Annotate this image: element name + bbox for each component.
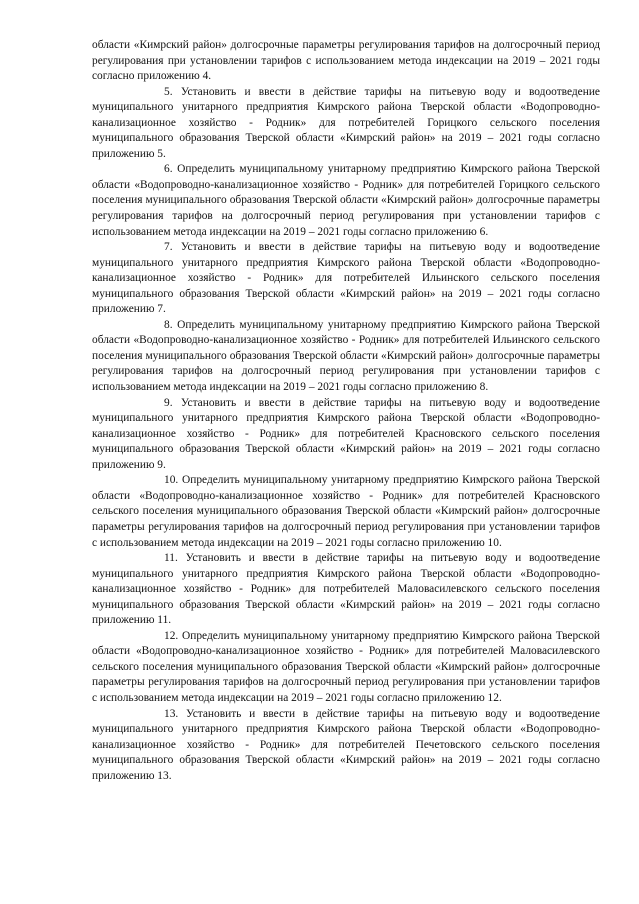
paragraph-number: 6. <box>164 163 173 176</box>
paragraph-text: Установить и ввести в действие тарифы на питьевую воду и водоотведение муниципального унитарного предприятия Кимрского района Тверской области «Водопроводно-канализационное хозяйство - Родник» для потребителей Маловасилевского сельского поселения муниципального образования Тверской области «Кимрский район» на 2019 – 2021 годы согласно приложению 11. <box>92 552 600 627</box>
paragraph-11 <box>92 551 600 629</box>
paragraph-5 <box>92 85 600 163</box>
paragraph-number: 8. <box>164 318 173 331</box>
paragraph-text: Определить муниципальному унитарному предприятию Кимрского района Тверской области «Водопроводно-канализационное хозяйство - Родник» для потребителей Маловасилевского сельского поселения муниципального образования Тверской области «Кимрский район» долгосрочные параметры регулирования тарифов на долгосрочный период регулирования при установлении тарифов с использованием метода индексации на 2019 – 2021 годы согласно приложению 12. <box>92 629 600 704</box>
paragraph-number: 9. <box>164 396 173 409</box>
paragraph-number: 7. <box>164 241 173 254</box>
paragraph-number: 13. <box>164 707 179 720</box>
paragraph-number: 12. <box>164 629 179 642</box>
paragraph-continuation <box>92 38 600 85</box>
paragraph-text: Определить муниципальному унитарному предприятию Кимрского района Тверской области «Водопроводно-канализационное хозяйство - Родник» для потребителей Красновского сельского поселения муниципального образования Тверской области «Кимрский район» долгосрочные параметры регулирования тарифов на долгосрочный период регулирования при установлении тарифов с использованием метода индексации на 2019 – 2021 годы согласно приложению 10. <box>92 474 600 549</box>
paragraph-text: Установить и ввести в действие тарифы на питьевую воду и водоотведение муниципального унитарного предприятия Кимрского района Тверской области «Водопроводно-канализационное хозяйство - Родник» для потребителей Ильинского сельского поселения муниципального образования Тверской области «Кимрский район» на 2019 – 2021 годы согласно приложению 7. <box>92 241 600 316</box>
paragraph-10 <box>92 473 600 551</box>
paragraph-text: Определить муниципальному унитарному предприятию Кимрского района Тверской области «Водопроводно-канализационное хозяйство - Родник» для потребителей Горицкого сельского поселения муниципального образования Тверской области «Кимрский район» долгосрочные параметры регулирования тарифов на долгосрочный период регулирования при установлении тарифов с использованием метода индексации на 2019 – 2021 годы согласно приложению 6. <box>92 163 600 238</box>
paragraph-text: области «Кимрский район» долгосрочные параметры регулирования тарифов на долгосрочный период регулирования при установлении тарифов с использованием метода индексации на 2019 – 2021 годы согласно приложению 4. <box>92 39 600 83</box>
paragraph-number: 5. <box>164 85 173 98</box>
paragraph-number: 10. <box>164 474 179 487</box>
paragraph-6 <box>92 162 600 240</box>
paragraph-7 <box>92 240 600 318</box>
paragraph-13 <box>92 707 600 785</box>
paragraph-9 <box>92 396 600 474</box>
paragraph-text: Определить муниципальному унитарному предприятию Кимрского района Тверской области «Водопроводно-канализационное хозяйство - Родник» для потребителей Ильинского сельского поселения муниципального образования Тверской области «Кимрский район» долгосрочные параметры регулирования тарифов на долгосрочный период регулирования при установлении тарифов с использованием метода индексации на 2019 – 2021 годы согласно приложению 8. <box>92 318 600 394</box>
paragraph-text: Установить и ввести в действие тарифы на питьевую воду и водоотведение муниципального унитарного предприятия Кимрского района Тверской области «Водопроводно-канализационное хозяйство - Родник» для потребителей Горицкого сельского поселения муниципального образования Тверской области «Кимрский район» на 2019 – 2021 годы согласно приложению 5. <box>92 85 600 160</box>
paragraph-text: Установить и ввести в действие тарифы на питьевую воду и водоотведение муниципального унитарного предприятия Кимрского района Тверской области «Водопроводно-канализационное хозяйство - Родник» для потребителей Печетовского сельского поселения муниципального образования Тверской области «Кимрский район» на 2019 – 2021 годы согласно приложению 13. <box>92 707 600 782</box>
paragraph-8 <box>92 318 600 396</box>
paragraph-number: 11. <box>164 552 178 565</box>
paragraph-12 <box>92 629 600 707</box>
paragraph-text: Установить и ввести в действие тарифы на питьевую воду и водоотведение муниципального унитарного предприятия Кимрского района Тверской области «Водопроводно-канализационное хозяйство - Родник» для потребителей Красновского сельского поселения муниципального образования Тверской области «Кимрский район» на 2019 – 2021 годы согласно приложению 9. <box>92 396 600 471</box>
document-page <box>92 38 600 784</box>
